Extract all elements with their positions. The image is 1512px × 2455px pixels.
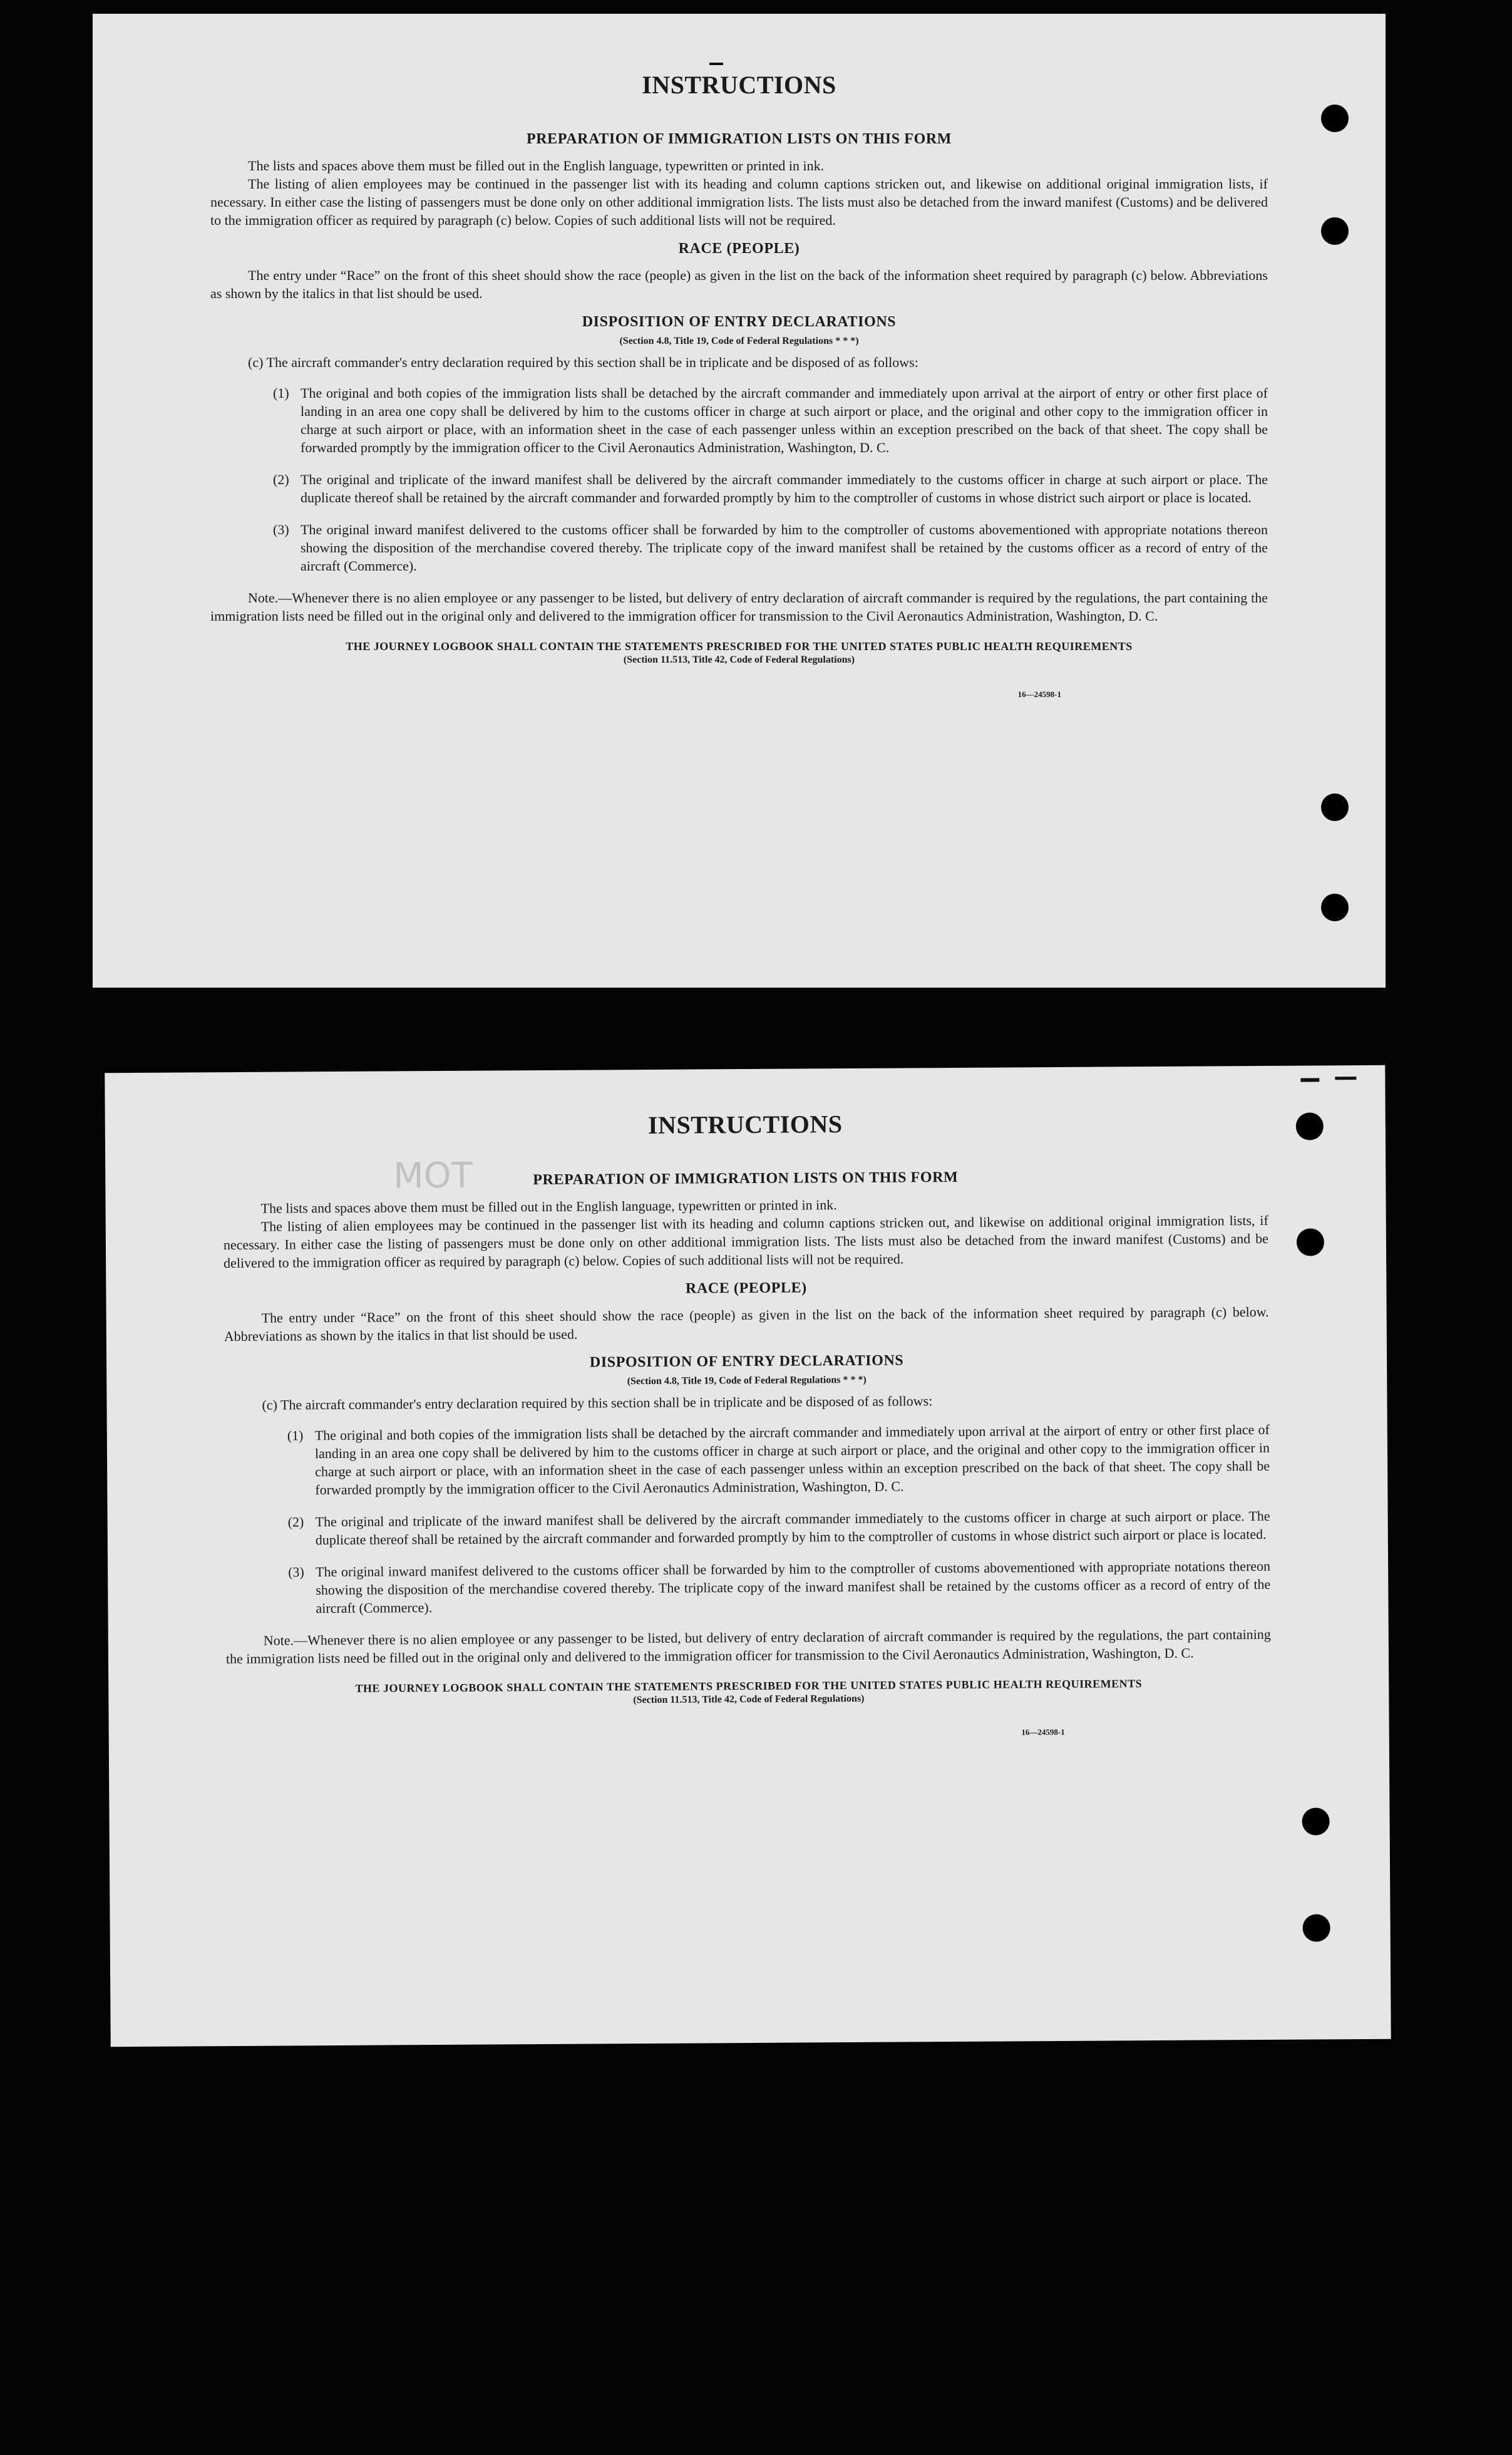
prep-paragraph-2: The listing of alien employees may be continued in the passenger list with its heading and column captions stricken out, and likewise on additional original immigration lists, if necessary. In either case the listing of passengers must be done only on other additional immigration lists. The lists must also be detached from the inward manifest (Customs) and be delivered to the immigration officer as required by paragraph (c) below. Copies of such additional lists will not be required. bbox=[223, 1212, 1268, 1271]
punch-hole bbox=[1321, 793, 1349, 821]
punch-hole bbox=[1321, 105, 1349, 132]
item-text: The original and triplicate of the inward manifest shall be delivered by the aircraft commander immediately to the customs officer in charge at such airport or place. The duplicate thereof shall be retained by the aircraft commander and forwarded promptly by him to the comptroller of customs in whose district such airport or place is located. bbox=[315, 1507, 1270, 1548]
document-sheet-bottom bbox=[105, 1065, 1391, 2047]
prep-heading: PREPARATION OF IMMIGRATION LISTS ON THIS FORM bbox=[526, 131, 952, 147]
list-item bbox=[273, 384, 1268, 457]
handwritten-annotation: MOT bbox=[393, 1155, 473, 1197]
ink-mark bbox=[709, 63, 723, 65]
item-number: (1) bbox=[273, 385, 289, 401]
punch-hole bbox=[1321, 894, 1349, 921]
instructions-title: INSTRUCTIONS bbox=[647, 1110, 843, 1139]
item-number: (3) bbox=[273, 522, 289, 537]
race-paragraph: The entry under “Race” on the front of this sheet should show the race (people) as given in the list on the back of the information sheet required by paragraph (c) below. Abbreviations as shown by the italics in that list should be used. bbox=[210, 267, 1268, 301]
closing-citation: (Section 11.513, Title 42, Code of Federal Regulations) bbox=[633, 1693, 865, 1706]
item-number: (3) bbox=[288, 1564, 304, 1580]
prep-paragraph-1: The lists and spaces above them must be filled out in the English language, typewritten or printed in ink. bbox=[260, 1197, 837, 1216]
form-number: 16—24598-1 bbox=[1021, 1727, 1065, 1737]
prep-heading: PREPARATION OF IMMIGRATION LISTS ON THIS FORM bbox=[533, 1169, 959, 1189]
item-text: The original and both copies of the immigration lists shall be detached by the aircraft commander and immediately upon arrival at the airport of entry or other first place of landing in an area one copy shall be delivered by him to the customs officer in charge at such airport or place, and the original and other copy to the immigration officer in charge at such airport or place, with an information sheet in the case of each passenger unless within an exception prescribed on the back of that sheet. The copy shall be forwarded promptly by the immigration officer to the Civil Aeronautics Administration, Washington, D. C. bbox=[314, 1421, 1270, 1498]
disposition-citation: (Section 4.8, Title 19, Code of Federal Regulations * * *) bbox=[627, 1374, 867, 1387]
disposition-heading: DISPOSITION OF ENTRY DECLARATIONS bbox=[582, 314, 897, 330]
punch-hole bbox=[1302, 1807, 1329, 1835]
item-text: The original inward manifest delivered to the customs officer shall be forwarded by him to the comptroller of customs abovementioned with appropriate notations thereon showing the disposition of the merchandise covered thereby. The triplicate copy of the inward manifest shall be retained by the customs officer as a record of entry of the aircraft (Commerce). bbox=[316, 1558, 1271, 1616]
instructions-content bbox=[210, 70, 1268, 700]
disposition-heading: DISPOSITION OF ENTRY DECLARATIONS bbox=[589, 1352, 904, 1371]
item-text: The original and triplicate of the inward manifest shall be delivered by the aircraft commander immediately to the customs officer in charge at such airport or place. The duplicate thereof shall be retained by the aircraft commander and forwarded promptly by him to the comptroller of customs in whose district such airport or place is located. bbox=[301, 472, 1268, 505]
disposition-intro: (c) The aircraft commander's entry declaration required by this section shall be in triplicate and be disposed of as follows: bbox=[262, 1393, 933, 1413]
item-number: (2) bbox=[287, 1514, 304, 1530]
ink-mark bbox=[1300, 1078, 1319, 1082]
list-item bbox=[273, 520, 1268, 575]
list-item bbox=[288, 1507, 1270, 1549]
ink-mark bbox=[1335, 1077, 1356, 1080]
punch-hole bbox=[1296, 1112, 1324, 1140]
instructions-title: INSTRUCTIONS bbox=[642, 71, 836, 99]
note-paragraph: Note.—Whenever there is no alien employee or any passenger to be listed, but delivery of entry declaration of aircraft commander is required by the regulations, the part containing the immigration lists need be filled out in the original only and delivered to the immigration officer for transmission to the Civil Aeronautics Administration, Washington, D. C. bbox=[210, 590, 1268, 624]
race-heading: RACE (PEOPLE) bbox=[685, 1279, 807, 1297]
list-item bbox=[287, 1420, 1270, 1499]
item-number: (2) bbox=[273, 472, 289, 487]
item-text: The original and both copies of the immigration lists shall be detached by the aircraft commander and immediately upon arrival at the airport of entry or other first place of landing in an area one copy shall be delivered by him to the customs officer in charge at such airport or place, and the original and other copy to the immigration officer in charge at such airport or place, with an information sheet in the case of each passenger unless within an exception prescribed on the back of that sheet. The copy shall be forwarded promptly by the immigration officer to the Civil Aeronautics Administration, Washington, D. C. bbox=[301, 385, 1268, 455]
race-heading: RACE (PEOPLE) bbox=[678, 240, 800, 257]
punch-hole bbox=[1297, 1228, 1324, 1256]
list-item bbox=[273, 470, 1268, 507]
punch-hole bbox=[1303, 1914, 1330, 1941]
disposition-intro: (c) The aircraft commander's entry declaration required by this section shall be in triplicate and be disposed of as follows: bbox=[248, 354, 918, 370]
prep-paragraph-2: The listing of alien employees may be continued in the passenger list with its heading and column captions stricken out, and likewise on additional original immigration lists, if necessary. In either case the listing of passengers must be done only on other additional immigration lists. The lists must also be detached from the inward manifest (Customs) and be delivered to the immigration officer as required by paragraph (c) below. Copies of such additional lists will not be required. bbox=[210, 176, 1268, 228]
disposition-citation: (Section 4.8, Title 19, Code of Federal Regulations * * *) bbox=[619, 336, 859, 346]
item-number: (1) bbox=[287, 1427, 304, 1444]
document-sheet-top bbox=[93, 14, 1386, 988]
prep-paragraph-1: The lists and spaces above them must be filled out in the English language, typewritten or printed in ink. bbox=[248, 158, 825, 173]
note-paragraph: Note.—Whenever there is no alien employee or any passenger to be listed, but delivery of entry declaration of aircraft commander is required by the regulations, the part containing the immigration lists need be filled out in the original only and delivered to the immigration officer for transmission to the Civil Aeronautics Administration, Washington, D. C. bbox=[225, 1626, 1271, 1667]
race-paragraph: The entry under “Race” on the front of this sheet should show the race (people) as given in the list on the back of the information sheet required by paragraph (c) below. Abbreviations as shown by the italics in that list should be used. bbox=[224, 1303, 1269, 1345]
closing-statement: THE JOURNEY LOGBOOK SHALL CONTAIN THE STATEMENTS PRESCRIBED FOR THE UNITED STATES PUBLIC HEALTH REQUIREMENTS bbox=[355, 1677, 1143, 1695]
punch-hole bbox=[1321, 217, 1349, 245]
instructions-content bbox=[223, 1107, 1272, 1742]
closing-citation: (Section 11.513, Title 42, Code of Federal Regulations) bbox=[623, 654, 855, 665]
list-item bbox=[288, 1557, 1271, 1618]
closing-statement: THE JOURNEY LOGBOOK SHALL CONTAIN THE STATEMENTS PRESCRIBED FOR THE UNITED STATES PUBLIC HEALTH REQUIREMENTS bbox=[346, 640, 1133, 653]
form-number: 16—24598-1 bbox=[1017, 690, 1061, 699]
item-text: The original inward manifest delivered to the customs officer shall be forwarded by him to the comptroller of customs abovementioned with appropriate notations thereon showing the disposition of the merchandise covered thereby. The triplicate copy of the inward manifest shall be retained by the customs officer as a record of entry of the aircraft (Commerce). bbox=[301, 522, 1268, 574]
